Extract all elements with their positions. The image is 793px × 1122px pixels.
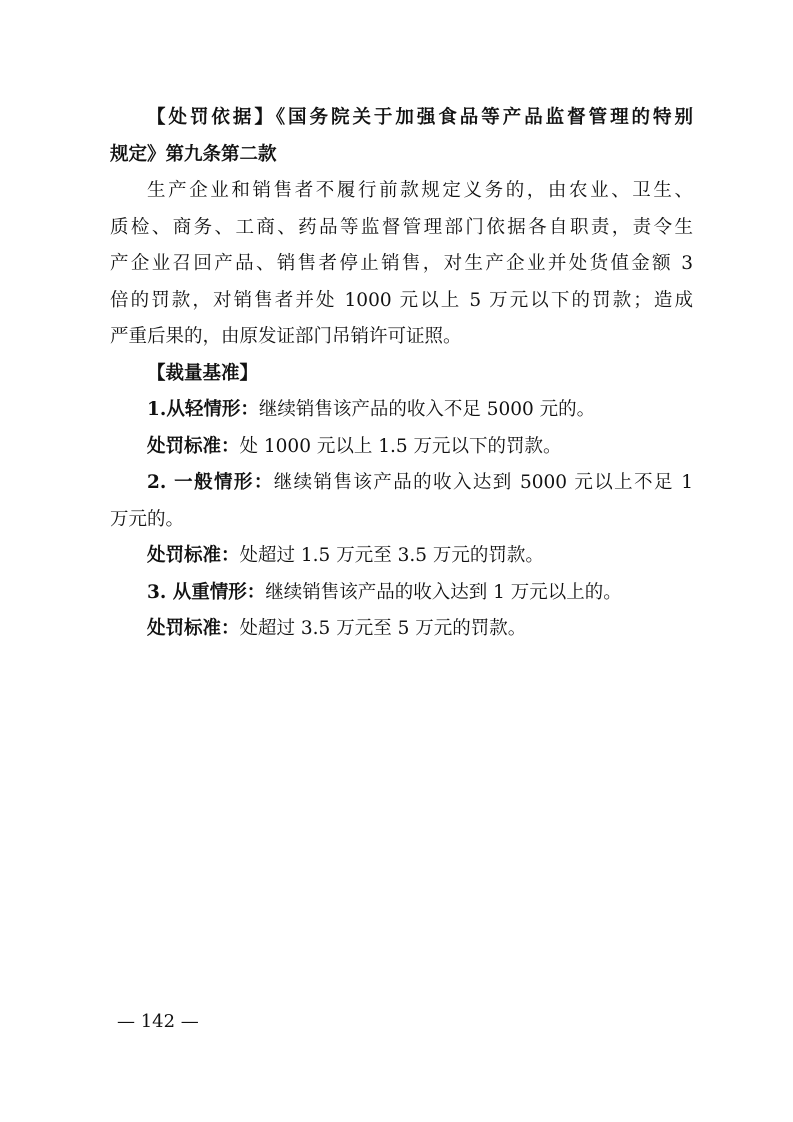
situation-text: 继续销售该产品的收入不足 5000 元的。 xyxy=(258,399,596,420)
penalty-general xyxy=(110,538,693,575)
situation-light xyxy=(110,392,693,429)
situation-text: 继续销售该产品的收入达到 1 万元以上的。 xyxy=(265,581,622,603)
basis-paragraph-line: 严重后果的，由原发证部门吊销许可证照。 xyxy=(110,326,462,347)
document-body xyxy=(110,100,693,648)
situation-label: 3. 从重情形： xyxy=(147,581,266,603)
basis-heading-line xyxy=(110,100,693,137)
penalty-light xyxy=(110,429,693,466)
page-number: — 142 — xyxy=(117,1011,199,1032)
situation-general xyxy=(110,465,693,502)
penalty-heavy xyxy=(110,611,693,648)
situation-text: 继续销售该产品的收入达到 5000 元以上不足 1 xyxy=(273,472,693,493)
situation-label: 2. 一般情形： xyxy=(147,472,274,493)
basis-paragraph-line: 生产企业和销售者不履行前款规定义务的，由农业、卫生、 xyxy=(147,180,693,201)
situation-continuation: 万元的。 xyxy=(110,508,185,530)
basis-heading: 【处罚依据】 xyxy=(147,107,276,128)
regulation-title-line2: 规定》第九条第二款 xyxy=(110,143,277,165)
penalty-label: 处罚标准： xyxy=(147,435,240,457)
penalty-text: 处超过 1.5 万元至 3.5 万元的罚款。 xyxy=(239,545,544,566)
discretion-heading: 【裁量基准】 xyxy=(147,362,259,384)
situation-label: 1.从轻情形： xyxy=(147,399,259,420)
basis-paragraph-line: 质检、商务、工商、药品等监督管理部门依据各自职责，责令生 xyxy=(110,216,693,238)
penalty-label: 处罚标准： xyxy=(147,618,240,639)
situation-heavy xyxy=(110,575,693,612)
regulation-title-line1: 《国务院关于加强食品等产品监督管理的特别 xyxy=(275,107,693,128)
basis-paragraph-line: 倍的罚款，对销售者并处 1000 元以上 5 万元以下的罚款；造成 xyxy=(110,289,693,311)
penalty-text: 处 1000 元以上 1.5 万元以下的罚款。 xyxy=(239,435,562,457)
basis-paragraph-line: 产企业召回产品、销售者停止销售，对生产企业并处货值金额 3 xyxy=(110,253,693,274)
penalty-text: 处超过 3.5 万元至 5 万元的罚款。 xyxy=(239,618,527,639)
penalty-label: 处罚标准： xyxy=(147,545,240,566)
